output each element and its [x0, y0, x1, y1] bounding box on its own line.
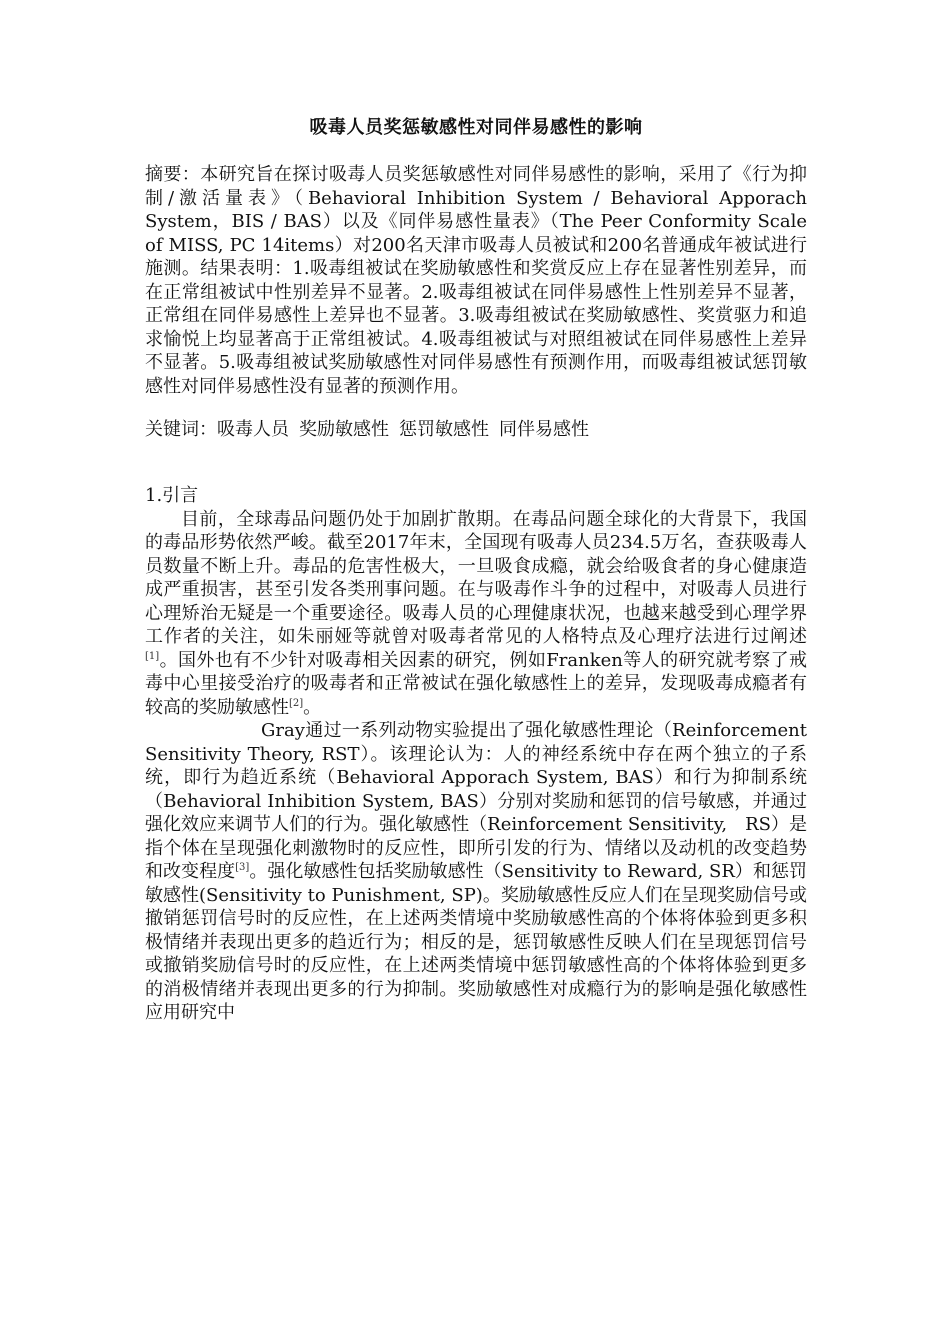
- document-page: [145, 115, 807, 1025]
- body-paragraph: [145, 508, 807, 720]
- body-paragraph: [145, 719, 807, 1025]
- paragraph-text: 。国外也有不少针对吸毒相关因素的研究，例如Franken等人的研究就考察了戒毒中心里接受治疗的吸毒者和正常被试在强化敏感性上的差异，发现吸毒成瘾者有较高的奖励敏感性: [145, 649, 807, 718]
- section-introduction: [145, 484, 807, 1025]
- paragraph-text: Gray通过一系列动物实验提出了强化敏感性理论（Reinforcement Sensitivity Theory, RST）。该理论认为：人的神经系统中存在两个独立的子系统，即行为趋近系统（Behavioral Apporach System, BAS）和行为抑制系统（Behavioral Inhibition System, BAS）分别对奖励和惩罚的信号敏感，并通过强化效应来调节人们的行为。强化敏感性（Reinforcement Sensitivity, RS）是指个体在呈现强化刺激物时的反应性，即所引发的行为、情绪以及动机的改变趋势和改变程度: [145, 720, 807, 882]
- abstract: 摘要：本研究旨在探讨吸毒人员奖惩敏感性对同伴易感性的影响，采用了《行为抑制/激活量表》（Behavioral Inhibition System / Behavioral Apporach System，BIS / BAS）以及《同伴易感性量表》（The Peer Conformity Scale of MISS, PC 14items）对200名天津市吸毒人员被试和200名普通成年被试进行施测。结果表明：1.吸毒组被试在奖励敏感性和奖赏反应上存在显著性别差异，而在正常组被试中性别差异不显著。2.吸毒组被试在同伴易感性上性别差异不显著，正常组在同伴易感性上差异也不显著。3.吸毒组被试在奖励敏感性、奖赏驱力和追求愉悦上均显著高于正常组被试。4.吸毒组被试与对照组被试在同伴易感性上差异不显著。5.吸毒组被试奖励敏感性对同伴易感性有预测作用，而吸毒组被试惩罚敏感性对同伴易感性没有显著的预测作用。: [145, 164, 807, 397]
- citation-ref[interactable]: [3]: [235, 862, 250, 873]
- keywords: [145, 418, 807, 442]
- citation-ref[interactable]: [2]: [289, 697, 304, 709]
- paper-title: 吸毒人员奖惩敏感性对同伴易感性的影响: [309, 117, 643, 138]
- citation-ref[interactable]: [1]: [145, 650, 160, 662]
- paragraph-text: 目前，全球毒品问题仍处于加剧扩散期。在毒品问题全球化的大背景下，我国的毒品形势依然严峻。截至2017年末，全国现有吸毒人员234.5万名，查获吸毒人员数量不断上升。毒品的危害性极大，一旦吸食成瘾，就会给吸食者的身心健康造成严重损害，甚至引发各类刑事问题。在与吸毒作斗争的过程中，对吸毒人员进行心理矫治无疑是一个重要途径。吸毒人员的心理健康状况，也越来越受到心理学界工作者的关注，如朱丽娅等就曾对吸毒者常见的人格特点及心理疗法进行过阐述: [145, 508, 807, 647]
- keyword-item: 吸毒人员: [217, 419, 289, 440]
- paragraph-text: 。强化敏感性包括奖励敏感性（Sensitivity to Reward, SR）和惩罚敏感性(Sensitivity to Punishment, SP)。奖励敏感性反应人们在呈现奖励信号或撤销惩罚信号时的反应性，在上述两类情境中奖励敏感性高的个体将体验到更多积极情绪并表现出更多的趋近行为；相反的是，惩罚敏感性反映人们在呈现惩罚信号或撤销奖励信号时的反应性，在上述两类情境中惩罚敏感性高的个体将体验到更多的消极情绪并表现出更多的行为抑制。奖励敏感性对成瘾行为的影响是强化敏感性应用研究中: [145, 861, 808, 1023]
- keyword-item: 惩罚敏感性: [399, 419, 489, 440]
- paragraph-text: 。: [303, 696, 322, 718]
- keyword-item: 同伴易感性: [499, 419, 589, 440]
- keyword-item: 奖励敏感性: [299, 419, 389, 440]
- section-heading: 1.引言: [145, 484, 199, 506]
- keywords-label: 关键词：: [145, 419, 217, 440]
